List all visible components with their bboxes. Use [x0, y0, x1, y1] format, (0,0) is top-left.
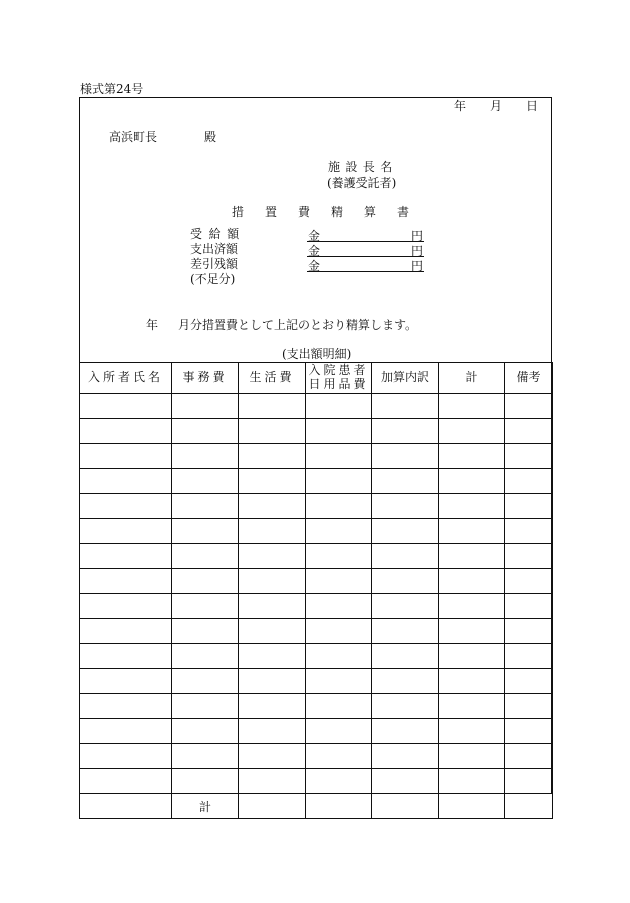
total-cell-living-expense[interactable]	[239, 794, 306, 819]
cell-total[interactable]	[439, 744, 505, 769]
table-row	[80, 594, 553, 619]
statement-year: 年	[146, 318, 159, 332]
cell-addition-breakdown[interactable]	[372, 594, 439, 619]
amount-label-received: 受給額	[190, 227, 246, 241]
cell-resident-name[interactable]	[80, 744, 172, 769]
col-header-total: 計	[439, 363, 505, 394]
cell-living-expense[interactable]	[239, 444, 306, 469]
cell-total[interactable]	[439, 494, 505, 519]
cell-addition-breakdown[interactable]	[372, 719, 439, 744]
entrusted-caretaker-label: (養護受託者)	[327, 176, 397, 190]
cell-remarks[interactable]	[505, 444, 553, 469]
table-row	[80, 669, 553, 694]
amount-field-balance[interactable]	[307, 257, 424, 272]
amount-field-received[interactable]	[307, 227, 424, 242]
cell-resident-name[interactable]	[80, 469, 172, 494]
table-row	[80, 419, 553, 444]
cell-living-expense[interactable]	[239, 669, 306, 694]
cell-office-expense[interactable]	[172, 444, 239, 469]
cell-inpatient-daily-goods[interactable]	[306, 669, 372, 694]
table-caption: (支出額明細)	[282, 347, 352, 361]
cell-office-expense[interactable]	[172, 494, 239, 519]
cell-remarks[interactable]	[505, 569, 553, 594]
cell-living-expense[interactable]	[239, 744, 306, 769]
cell-inpatient-daily-goods[interactable]	[306, 744, 372, 769]
cell-remarks[interactable]	[505, 469, 553, 494]
cell-resident-name[interactable]	[80, 544, 172, 569]
cell-total[interactable]	[439, 419, 505, 444]
cell-total[interactable]	[439, 569, 505, 594]
cell-total[interactable]	[439, 644, 505, 669]
cell-living-expense[interactable]	[239, 769, 306, 794]
cell-remarks[interactable]	[505, 494, 553, 519]
cell-office-expense[interactable]	[172, 644, 239, 669]
total-cell-addition-breakdown[interactable]	[372, 794, 439, 819]
amount-label-spent: 支出済額	[190, 242, 239, 256]
cell-addition-breakdown[interactable]	[372, 769, 439, 794]
cell-remarks[interactable]	[505, 669, 553, 694]
cell-inpatient-daily-goods[interactable]	[306, 519, 372, 544]
cell-office-expense[interactable]	[172, 719, 239, 744]
cell-living-expense[interactable]	[239, 719, 306, 744]
cell-living-expense[interactable]	[239, 419, 306, 444]
cell-resident-name[interactable]	[80, 669, 172, 694]
table-header-row	[80, 363, 553, 394]
total-cell-inpatient-daily-goods[interactable]	[306, 794, 372, 819]
cell-inpatient-daily-goods[interactable]	[306, 419, 372, 444]
table-row	[80, 469, 553, 494]
cell-addition-breakdown[interactable]	[372, 544, 439, 569]
table-row	[80, 694, 553, 719]
cell-inpatient-daily-goods[interactable]	[306, 769, 372, 794]
cell-addition-breakdown[interactable]	[372, 694, 439, 719]
cell-living-expense[interactable]	[239, 394, 306, 419]
cell-inpatient-daily-goods[interactable]	[306, 394, 372, 419]
cell-remarks[interactable]	[505, 694, 553, 719]
cell-inpatient-daily-goods[interactable]	[306, 494, 372, 519]
col-header-office-expense: 事務費	[172, 363, 239, 394]
cell-office-expense[interactable]	[172, 544, 239, 569]
total-row-label: 計	[172, 794, 239, 819]
cell-inpatient-daily-goods[interactable]	[306, 569, 372, 594]
cell-resident-name[interactable]	[80, 519, 172, 544]
col-header-living-expense: 生活費	[239, 363, 306, 394]
cell-addition-breakdown[interactable]	[372, 394, 439, 419]
table-row	[80, 394, 553, 419]
table-row	[80, 744, 553, 769]
total-cell-resident-name[interactable]	[80, 794, 172, 819]
cell-resident-name[interactable]	[80, 394, 172, 419]
cell-remarks[interactable]	[505, 544, 553, 569]
cell-total[interactable]	[439, 719, 505, 744]
table-row	[80, 494, 553, 519]
cell-addition-breakdown[interactable]	[372, 644, 439, 669]
cell-resident-name[interactable]	[80, 494, 172, 519]
cell-remarks[interactable]	[505, 394, 553, 419]
cell-total[interactable]	[439, 619, 505, 644]
cell-living-expense[interactable]	[239, 594, 306, 619]
table-row	[80, 444, 553, 469]
cell-office-expense[interactable]	[172, 569, 239, 594]
cell-inpatient-daily-goods[interactable]	[306, 469, 372, 494]
expense-detail-table	[79, 362, 553, 819]
col-header-inpatient-daily-goods: 入院患者 日用品費	[306, 363, 372, 394]
cell-office-expense[interactable]	[172, 419, 239, 444]
cell-resident-name[interactable]	[80, 569, 172, 594]
cell-remarks[interactable]	[505, 419, 553, 444]
cell-addition-breakdown[interactable]	[372, 419, 439, 444]
amount-prefix: 金	[308, 244, 321, 258]
cell-inpatient-daily-goods[interactable]	[306, 594, 372, 619]
cell-remarks[interactable]	[505, 594, 553, 619]
cell-remarks[interactable]	[505, 769, 553, 794]
date-field[interactable]: 年 月 日	[454, 99, 539, 113]
cell-total[interactable]	[439, 769, 505, 794]
cell-living-expense[interactable]	[239, 694, 306, 719]
col-header-remarks: 備考	[505, 363, 553, 394]
cell-remarks[interactable]	[505, 619, 553, 644]
cell-total[interactable]	[439, 594, 505, 619]
cell-addition-breakdown[interactable]	[372, 444, 439, 469]
cell-remarks[interactable]	[505, 744, 553, 769]
cell-office-expense[interactable]	[172, 669, 239, 694]
amount-suffix: 円	[410, 229, 423, 243]
cell-resident-name[interactable]	[80, 719, 172, 744]
cell-office-expense[interactable]	[172, 744, 239, 769]
cell-inpatient-daily-goods[interactable]	[306, 694, 372, 719]
cell-resident-name[interactable]	[80, 694, 172, 719]
facility-director-name-label: 施設長名	[328, 160, 398, 174]
cell-total[interactable]	[439, 669, 505, 694]
cell-office-expense[interactable]	[172, 769, 239, 794]
table-row	[80, 719, 553, 744]
table-row	[80, 519, 553, 544]
amount-prefix: 金	[308, 259, 321, 273]
cell-addition-breakdown[interactable]	[372, 519, 439, 544]
cell-resident-name[interactable]	[80, 419, 172, 444]
table-row	[80, 644, 553, 669]
cell-living-expense[interactable]	[239, 519, 306, 544]
amount-prefix: 金	[308, 229, 321, 243]
amount-suffix: 円	[410, 244, 423, 258]
cell-office-expense[interactable]	[172, 694, 239, 719]
shortfall-label: (不足分)	[190, 272, 236, 286]
col-header-addition-breakdown: 加算内訳	[372, 363, 439, 394]
cell-inpatient-daily-goods[interactable]	[306, 444, 372, 469]
amount-field-spent[interactable]	[307, 242, 424, 257]
cell-inpatient-daily-goods[interactable]	[306, 644, 372, 669]
cell-addition-breakdown[interactable]	[372, 494, 439, 519]
cell-office-expense[interactable]	[172, 469, 239, 494]
cell-inpatient-daily-goods[interactable]	[306, 544, 372, 569]
table-row	[80, 569, 553, 594]
form-number: 様式第24号	[80, 82, 144, 96]
table-row	[80, 619, 553, 644]
cell-resident-name[interactable]	[80, 619, 172, 644]
amount-label-balance: 差引残額	[190, 257, 239, 271]
cell-total[interactable]	[439, 469, 505, 494]
cell-inpatient-daily-goods[interactable]	[306, 619, 372, 644]
cell-total[interactable]	[439, 519, 505, 544]
cell-resident-name[interactable]	[80, 594, 172, 619]
cell-total[interactable]	[439, 444, 505, 469]
cell-living-expense[interactable]	[239, 644, 306, 669]
cell-total[interactable]	[439, 544, 505, 569]
cell-addition-breakdown[interactable]	[372, 469, 439, 494]
cell-remarks[interactable]	[505, 519, 553, 544]
cell-resident-name[interactable]	[80, 644, 172, 669]
cell-living-expense[interactable]	[239, 494, 306, 519]
cell-office-expense[interactable]	[172, 594, 239, 619]
cell-total[interactable]	[439, 394, 505, 419]
cell-addition-breakdown[interactable]	[372, 669, 439, 694]
cell-inpatient-daily-goods[interactable]	[306, 719, 372, 744]
cell-office-expense[interactable]	[172, 394, 239, 419]
cell-office-expense[interactable]	[172, 619, 239, 644]
total-cell-total[interactable]	[439, 794, 505, 819]
amount-suffix: 円	[410, 259, 423, 273]
cell-addition-breakdown[interactable]	[372, 744, 439, 769]
cell-remarks[interactable]	[505, 719, 553, 744]
cell-resident-name[interactable]	[80, 444, 172, 469]
addressee-honorific: 殿	[204, 130, 217, 144]
page-title: 措置費精算書	[232, 205, 431, 219]
cell-living-expense[interactable]	[239, 619, 306, 644]
cell-living-expense[interactable]	[239, 544, 306, 569]
col-header-resident-name: 入所者氏名	[80, 363, 172, 394]
table-row	[80, 544, 553, 569]
cell-living-expense[interactable]	[239, 469, 306, 494]
cell-remarks[interactable]	[505, 644, 553, 669]
total-cell-remarks[interactable]	[505, 794, 553, 819]
cell-total[interactable]	[439, 694, 505, 719]
cell-resident-name[interactable]	[80, 769, 172, 794]
cell-living-expense[interactable]	[239, 569, 306, 594]
table-total-row	[80, 794, 553, 819]
cell-office-expense[interactable]	[172, 519, 239, 544]
cell-addition-breakdown[interactable]	[372, 619, 439, 644]
table-row	[80, 769, 553, 794]
statement-text: 月分措置費として上記のとおり精算します。	[178, 318, 418, 332]
cell-addition-breakdown[interactable]	[372, 569, 439, 594]
addressee-name: 高浜町長	[109, 130, 158, 144]
